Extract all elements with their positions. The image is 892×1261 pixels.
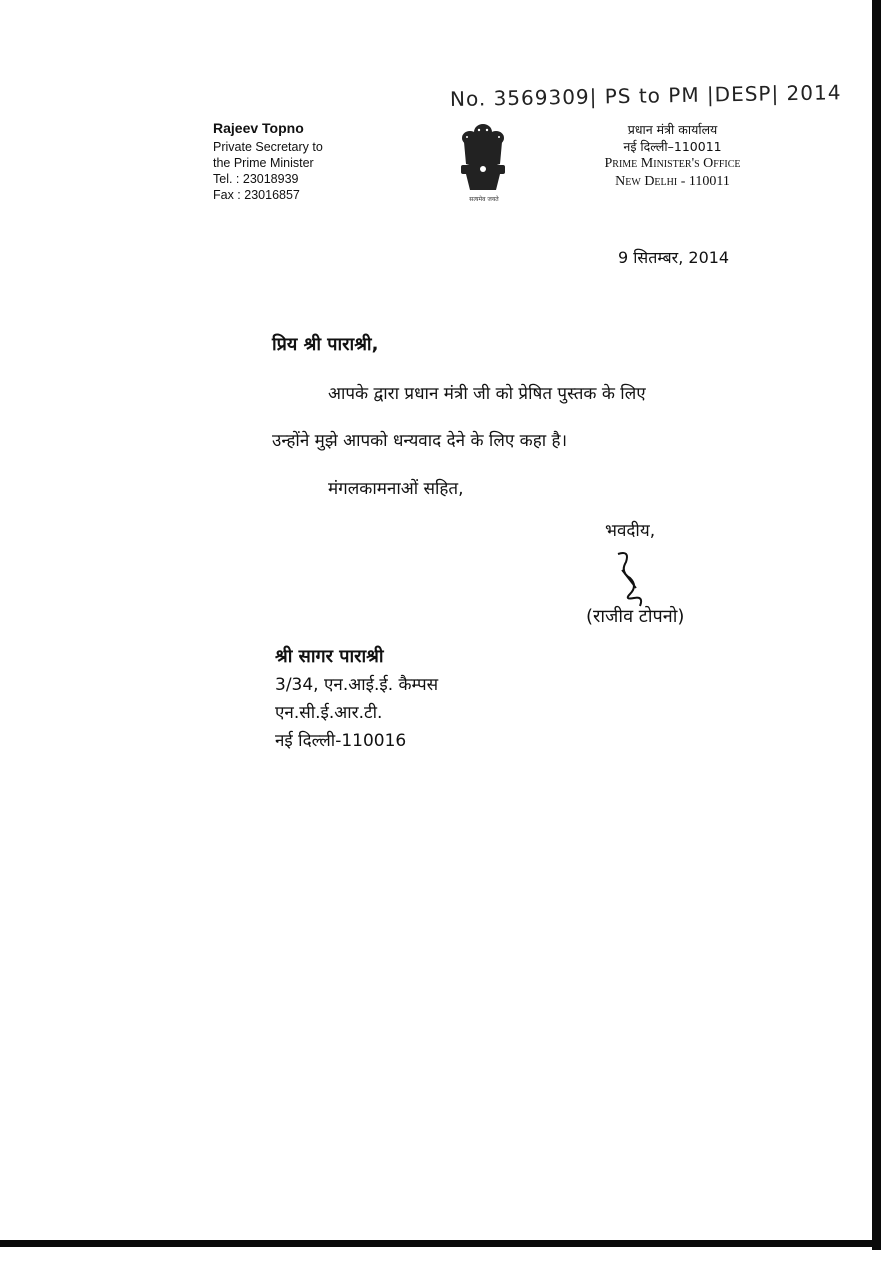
sender-title-line2: the Prime Minister [213, 156, 314, 170]
sender-title-line1: Private Secretary to [213, 140, 323, 154]
signer-name: (राजीव टोपनो) [586, 606, 685, 627]
emblem-motto: सत्यमेव जयते [469, 196, 499, 203]
office-english-name: Prime Minister's Office [604, 156, 741, 171]
office-hindi-city: नई दिल्ली–110011 [623, 139, 722, 154]
office-block [580, 121, 765, 191]
valediction: भवदीय, [605, 521, 656, 541]
salutation: प्रिय श्री पाराश्री, [272, 334, 379, 355]
letter-date: 9 सितम्बर, 2014 [618, 248, 730, 267]
recipient-name: श्री सागर पाराश्री [275, 646, 384, 667]
sender-tel: Tel. : 23018939 [213, 172, 299, 186]
office-english-city: New Delhi - 110011 [615, 174, 730, 189]
closing-greeting: मंगलकामनाओं सहित, [328, 479, 464, 499]
recipient-address-line3: नई दिल्ली-110016 [275, 731, 407, 751]
scan-edge-bottom [0, 1240, 881, 1247]
scan-edge-right [872, 0, 881, 1250]
recipient-address [275, 643, 438, 755]
office-hindi-name: प्रधान मंत्री कार्यालय [627, 122, 718, 137]
sender-name: Rajeev Topno [213, 120, 304, 136]
body-line-1: आपके द्वारा प्रधान मंत्री जी को प्रेषित पुस्तक के लिए [328, 384, 646, 404]
sender-block [213, 120, 323, 203]
handwritten-signature [600, 548, 660, 608]
body-line-2: उन्होंने मुझे आपको धन्यवाद देने के लिए कहा है। [272, 431, 568, 451]
sender-fax: Fax : 23016857 [213, 188, 300, 202]
recipient-address-line2: एन.सी.ई.आर.टी. [275, 703, 383, 723]
reference-number: No. 3569309| PS to PM |DESP| 2014 [449, 80, 842, 112]
recipient-address-line1: 3/34, एन.आई.ई. कैम्पस [275, 675, 439, 695]
